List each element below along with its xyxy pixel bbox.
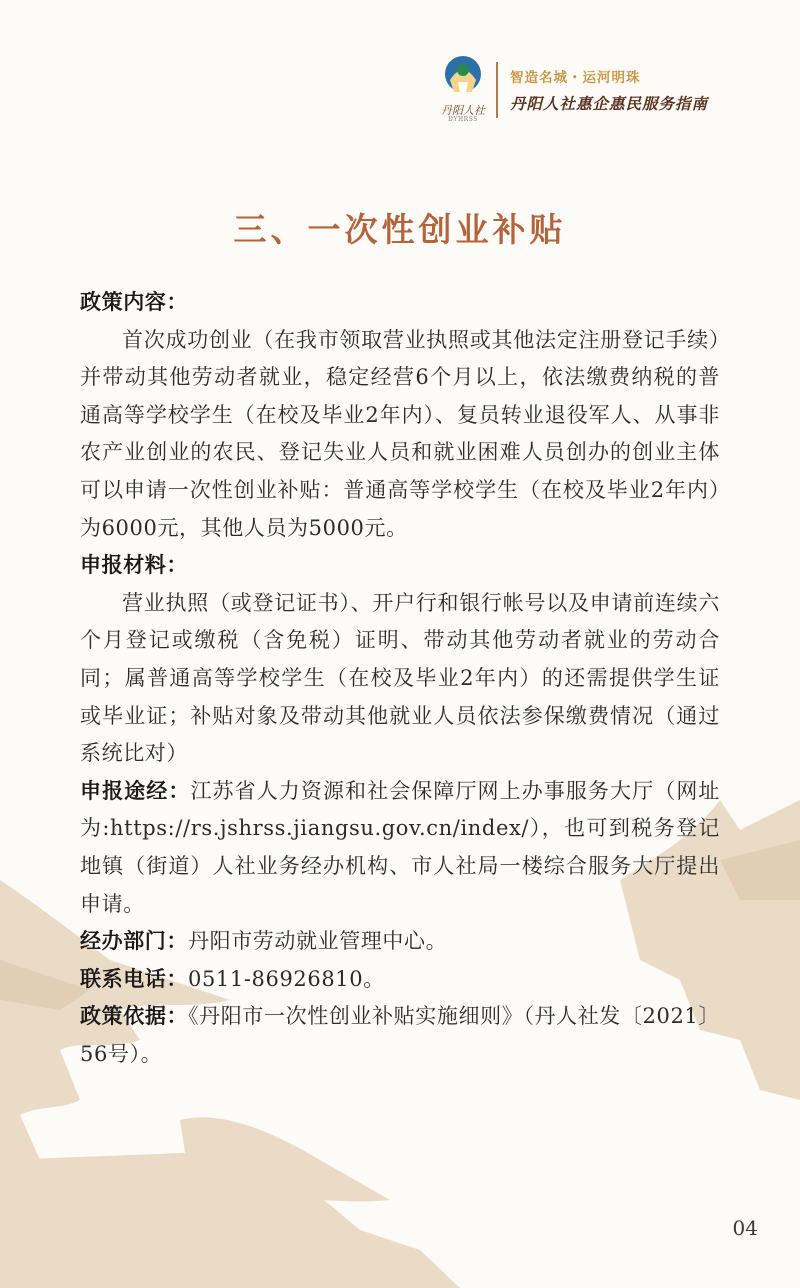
header-guide-title: 丹阳人社惠企惠民服务指南	[510, 94, 709, 113]
logo-text: 丹阳人社	[441, 104, 485, 117]
section-basis	[80, 998, 720, 1073]
page-number: 04	[732, 1216, 758, 1240]
logo-subtext: DYHRSS	[448, 116, 478, 123]
department-label: 经办部门：	[80, 929, 188, 954]
section-phone	[80, 961, 720, 999]
header-slogan: 智造名城・运河明珠	[510, 70, 641, 86]
policy-body: 首次成功创业（在我市领取营业执照或其他法定注册登记手续）并带动其他劳动者就业，稳定经营6个月以上，依法缴费纳税的普通高等学校学生（在校及毕业2年内）、复员转业退役军人、从事非农产业创业的农民、登记失业人员和就业困难人员创办的创业主体可以申请一次性创业补贴：普通高等学校学生（在校及毕业2年内）为6000元，其他人员为5000元。	[80, 327, 720, 540]
channel-label: 申报途经：	[80, 778, 191, 803]
phone-label: 联系电话：	[80, 966, 188, 991]
basis-body: 《丹阳市一次性创业补贴实施细则》（丹人社发〔2021〕56号）。	[80, 1004, 720, 1066]
department-body: 丹阳市劳动就业管理中心。	[188, 929, 448, 954]
policy-content	[80, 284, 720, 1073]
basis-label: 政策依据：	[80, 1004, 189, 1029]
materials-label: 申报材料：	[80, 553, 188, 578]
section-policy-label	[80, 284, 720, 322]
materials-body: 营业执照（或登记证书）、开户行和银行帐号以及申请前连续六个月登记或缴税（含免税）证明、带动其他劳动者就业的劳动合同；属普通高等学校学生（在校及毕业2年内）的还需提供学生证或毕业证；补贴对象及带动其他就业人员依法参保缴费情况（通过系统比对）	[80, 590, 720, 766]
phone-body: 0511-86926810。	[188, 966, 385, 991]
section-materials-label	[80, 547, 720, 585]
channel-body: 江苏省人力资源和社会保障厅网上办事服务大厅（网址为:https://rs.jshrss.jiangsu.gov.cn/index/），也可到税务登记地镇（街道）人社业务经办机构、市人社局一楼综合服务大厅提出申请。	[80, 778, 721, 916]
section-department	[80, 923, 720, 961]
policy-label: 政策内容：	[80, 290, 188, 314]
header-divider	[496, 62, 498, 118]
section-channel	[80, 773, 720, 923]
page-title: 三、一次性创业补贴	[233, 210, 567, 249]
